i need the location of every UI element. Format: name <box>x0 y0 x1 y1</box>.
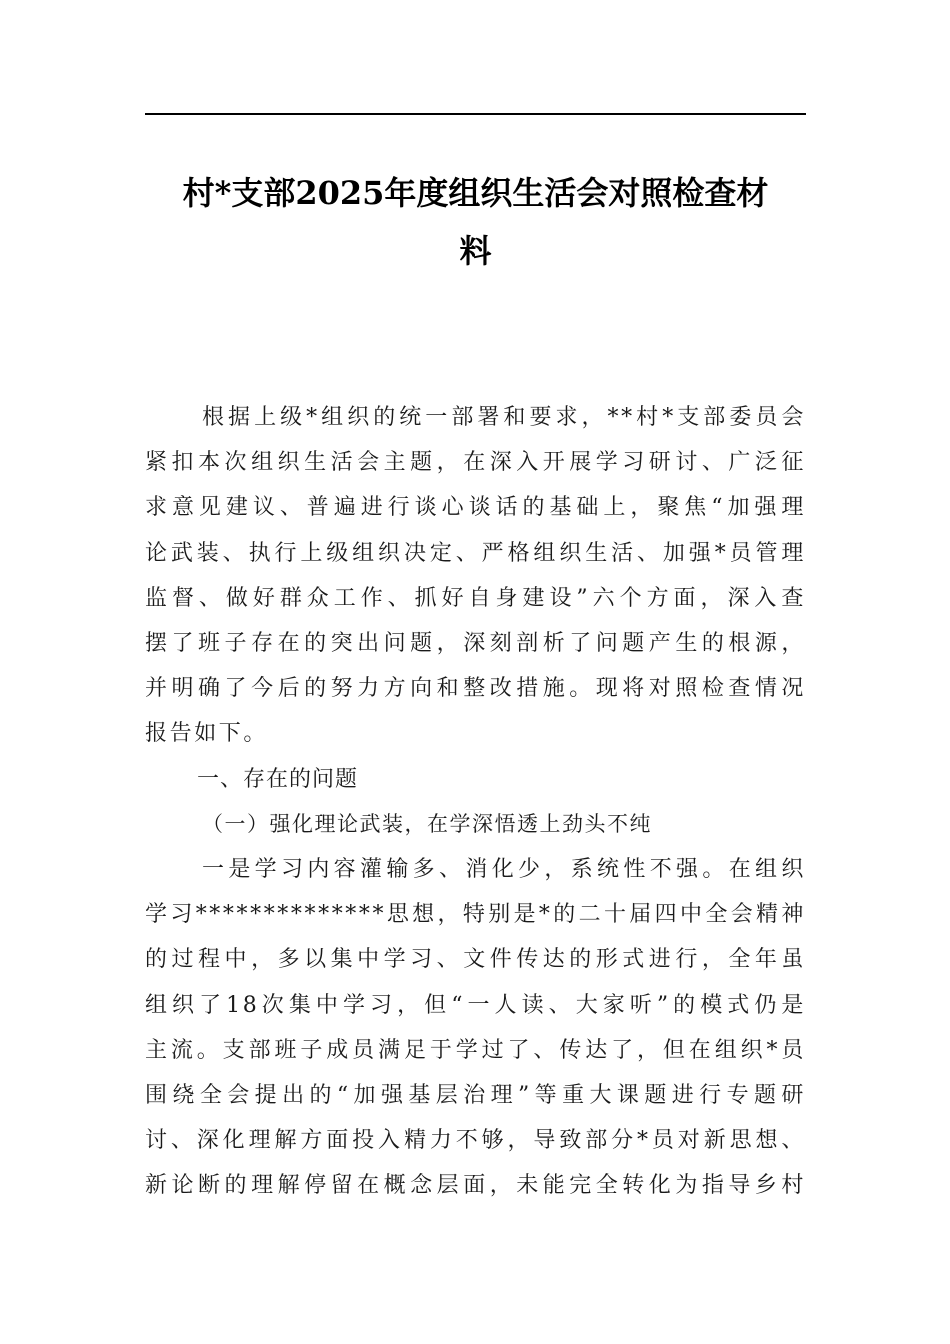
text-line: 紧扣本次组织生活会主题，在深入开展学习研讨、广泛征 <box>145 450 806 476</box>
text-line: 并明确了今后的努力方向和整改措施。现将对照检查情况 <box>145 676 806 702</box>
text-line: 围绕全会提出的“加强基层治理”等重大课题进行专题研 <box>145 1083 806 1109</box>
document-body <box>145 395 806 1209</box>
text-line: 的过程中，多以集中学习、文件传达的形式进行，全年虽 <box>145 947 806 973</box>
text-line: 讨、深化理解方面投入精力不够，导致部分*员对新思想、 <box>145 1128 806 1154</box>
text-line: 一是学习内容灌输多、消化少，系统性不强。在组织 <box>202 857 806 883</box>
subsection-heading-theory: （一）强化理论武装，在学深悟透上劲头不纯 <box>202 811 652 836</box>
text-line: 新论断的理解停留在概念层面，未能完全转化为指导乡村 <box>145 1173 806 1199</box>
text-line: 论武装、执行上级组织决定、严格组织生活、加强*员管理 <box>145 540 806 566</box>
text-line: 组织了18次集中学习，但“一人读、大家听”的模式仍是 <box>145 992 806 1018</box>
text-line: 学习**************思想，特别是*的二十届四中全会精神 <box>145 902 806 928</box>
intro-paragraph <box>145 395 806 757</box>
title-line-1: 村*支部2025年度组织生活会对照检查材 <box>182 174 769 212</box>
body-paragraph <box>145 847 806 1209</box>
section-heading-problems: 一、存在的问题 <box>197 766 359 792</box>
text-line: 报告如下。 <box>145 721 269 747</box>
text-line: 根据上级*组织的统一部署和要求，**村*支部委员会 <box>202 405 806 430</box>
document-title <box>145 164 806 280</box>
title-line-2: 料 <box>459 232 492 270</box>
text-line: 主流。支部班子成员满足于学过了、传达了，但在组织*员 <box>145 1037 806 1063</box>
text-line: 摆了班子存在的突出问题，深刻剖析了问题产生的根源， <box>145 631 806 657</box>
text-line: 求意见建议、普遍进行谈心谈话的基础上，聚焦“加强理 <box>145 495 806 521</box>
text-line: 监督、做好群众工作、抓好自身建设”六个方面，深入查 <box>145 585 806 611</box>
header-rule <box>145 113 806 115</box>
